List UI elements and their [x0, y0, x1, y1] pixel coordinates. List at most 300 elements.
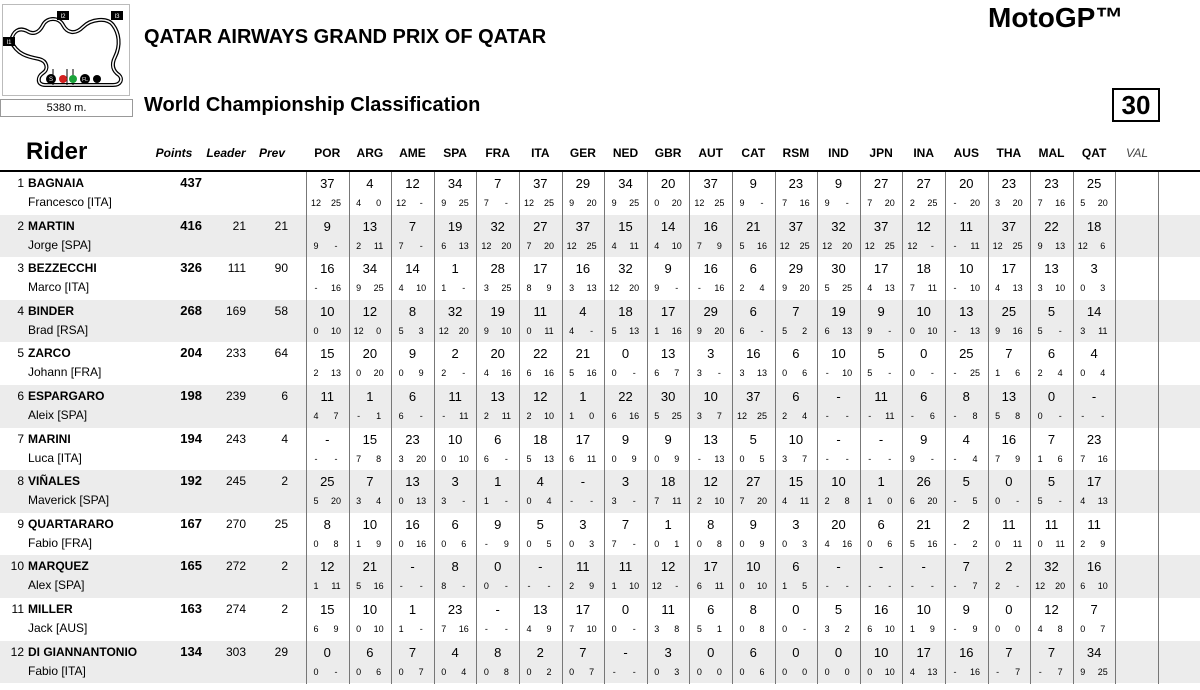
race-total-points: 34 [1086, 644, 1102, 660]
race-points: 16 [969, 666, 980, 677]
race-total-points: 3 [792, 516, 800, 532]
race-total-points: 11 [661, 602, 675, 617]
race-points: 25 [1012, 240, 1023, 251]
race-result-cell [306, 385, 349, 428]
sprint-points: 0 [739, 538, 745, 549]
rider-prev-gap: 25 [274, 516, 288, 531]
race-total-points: 25 [1001, 303, 1017, 319]
race-points: 25 [969, 368, 980, 379]
race-result-cell [860, 172, 903, 215]
sprint-points: 0 [739, 453, 745, 464]
race-result-cell [1030, 470, 1073, 513]
race-result-cell [988, 598, 1031, 641]
sprint-points: 4 [995, 283, 1001, 294]
table-row [0, 598, 1200, 641]
race-result-cell [604, 641, 647, 684]
race-total-points: 13 [1001, 389, 1017, 404]
race-points: 6 [887, 538, 893, 549]
race-result-cell [1030, 342, 1073, 385]
sprint-points: 5 [1037, 325, 1043, 336]
column-divider [902, 172, 903, 684]
race-total-points: 18 [660, 474, 676, 490]
race-total-points: 23 [405, 431, 420, 447]
sprint-points: 3 [654, 624, 660, 634]
race-total-points: 8 [323, 516, 331, 532]
race-result-cell [604, 470, 647, 513]
race-result-cell [604, 342, 647, 385]
sprint-points: 9 [1037, 240, 1043, 251]
sprint-points: 3 [483, 283, 489, 294]
column-divider [519, 172, 520, 684]
race-result-cell [988, 300, 1031, 343]
race-total-points: 32 [1044, 559, 1059, 575]
race-result-cell [647, 385, 690, 428]
race-points: 4 [759, 283, 765, 294]
sprint-points: 7 [696, 240, 702, 251]
race-total-points: 21 [746, 218, 761, 234]
sprint-points: 5 [909, 538, 915, 549]
race-result-cell [945, 470, 988, 513]
race-points: 16 [330, 283, 341, 294]
sprint-points: 6 [569, 453, 575, 464]
column-divider [1158, 172, 1159, 684]
race-total-points: 7 [366, 474, 374, 490]
race-points: 25 [586, 240, 597, 251]
sprint-points: 12 [481, 240, 492, 251]
race-total-points: 1 [579, 389, 587, 404]
race-total-points: 5 [749, 431, 757, 447]
race-total-points: 32 [618, 261, 633, 277]
race-result-cell [860, 555, 903, 598]
race-total-points: 22 [618, 389, 633, 404]
rider-position: 10 [10, 559, 24, 574]
race-result-cell [860, 428, 903, 471]
race-total-points: 2 [1005, 559, 1013, 575]
race-result-cell [945, 555, 988, 598]
race-total-points: 0 [1047, 389, 1056, 404]
table-row [0, 172, 1200, 215]
race-result-cell [476, 300, 519, 343]
race-points: 8 [674, 624, 680, 634]
race-total-points: 14 [660, 218, 676, 234]
race-points: 13 [1097, 496, 1108, 507]
series-logo: MotoGP™ [988, 2, 1124, 33]
race-points: 8 [333, 538, 339, 549]
sprint-points: 3 [569, 283, 575, 294]
race-points: - [590, 325, 594, 336]
sprint-points: 9 [441, 198, 447, 208]
race-points: 25 [629, 198, 640, 208]
race-total-points: 15 [618, 218, 633, 234]
race-points: - [888, 325, 892, 336]
race-points: 9 [503, 538, 509, 549]
sprint-points: 9 [909, 453, 915, 464]
rider-points: 437 [180, 175, 202, 190]
race-total-points: 10 [362, 602, 378, 617]
race-points: 25 [373, 283, 384, 294]
race-points: 16 [756, 240, 767, 251]
sprint-points: - [868, 581, 872, 592]
race-total-points: 2 [962, 516, 970, 532]
race-points: 7 [1100, 624, 1106, 634]
race-result-cell [519, 385, 562, 428]
rider-prev-gap: 29 [274, 644, 288, 659]
rider-leader-gap: 111 [227, 261, 246, 276]
race-points: 16 [458, 624, 469, 634]
race-total-points: 0 [1005, 602, 1013, 617]
sprint-points: 0 [995, 496, 1001, 507]
race-points: - [930, 453, 934, 464]
race-result-cell [349, 172, 392, 215]
race-total-points: 3 [707, 346, 715, 362]
table-row [0, 385, 1200, 428]
race-result-cell [945, 342, 988, 385]
race-points: 11 [885, 411, 895, 421]
table-row [0, 257, 1200, 300]
sprint-points: 3 [739, 368, 745, 379]
sprint-points: 12 [864, 240, 875, 251]
race-total-points: 23 [1001, 176, 1017, 191]
race-column-header: INA [913, 146, 935, 160]
race-total-points: 27 [746, 474, 761, 490]
race-points: - [675, 283, 679, 294]
sprint-points: 5 [654, 411, 660, 421]
sprint-points: 9 [654, 283, 660, 294]
race-points: - [419, 411, 423, 421]
race-total-points: 10 [703, 389, 718, 404]
sprint-points: 4 [909, 666, 915, 677]
sprint-points: 4 [654, 240, 660, 251]
race-total-points: - [410, 559, 415, 575]
race-points: - [632, 368, 636, 379]
race-result-cell [434, 300, 477, 343]
race-result-cell [689, 385, 732, 428]
race-points: 7 [1015, 666, 1021, 677]
race-total-points: 9 [323, 218, 331, 234]
table-header [0, 138, 1200, 170]
race-total-points: 11 [320, 389, 335, 404]
race-total-points: 4 [366, 176, 374, 191]
race-result-cell [945, 598, 988, 641]
race-result-cell [817, 555, 860, 598]
race-total-points: 3 [664, 644, 672, 660]
race-result-cell [732, 598, 775, 641]
rider-leader-gap: 274 [225, 602, 246, 616]
rider-first-name: Marco [ITA] [28, 280, 90, 295]
rider-first-name: Luca [ITA] [28, 450, 82, 465]
race-result-cell [1030, 215, 1073, 258]
sprint-points: 7 [611, 538, 617, 549]
sprint-points: 0 [398, 666, 404, 677]
sprint-points: 4 [398, 283, 404, 294]
rider-last-name: MARINI [28, 431, 71, 446]
race-points: 20 [969, 198, 980, 208]
race-result-cell [562, 385, 605, 428]
race-result-cell [945, 215, 988, 258]
race-points: 25 [884, 240, 895, 251]
rider-position: 8 [17, 474, 24, 489]
race-points: 20 [1097, 198, 1108, 208]
race-result-cell [775, 342, 818, 385]
race-result-cell [434, 257, 477, 300]
race-total-points: 3 [621, 474, 630, 490]
race-total-points: 8 [408, 303, 417, 319]
race-points: - [419, 581, 423, 592]
sprint-points: 6 [654, 368, 660, 379]
rider-last-name: BEZZECCHI [28, 261, 97, 276]
race-total-points: 3 [451, 474, 459, 490]
sprint-points: 12 [907, 240, 918, 251]
race-total-points: 23 [1086, 431, 1102, 447]
table-row [0, 342, 1200, 385]
race-points: 7 [333, 411, 339, 421]
race-points: 6 [1015, 368, 1021, 379]
sprint-points: 0 [739, 581, 745, 592]
race-total-points: 6 [707, 602, 715, 617]
race-result-cell [689, 172, 732, 215]
sprint-points: 0 [398, 496, 404, 507]
race-total-points: 10 [959, 261, 974, 277]
race-total-points: 10 [916, 303, 931, 319]
sprint-points: 7 [526, 240, 532, 251]
rider-last-name: MILLER [28, 602, 73, 616]
race-result-cell [349, 342, 392, 385]
race-points: - [547, 581, 551, 592]
sprint-points: 0 [1080, 368, 1086, 379]
race-result-cell [988, 555, 1031, 598]
race-total-points: 37 [703, 176, 718, 191]
sprint-points: - [868, 453, 872, 464]
sprint-points: 4 [356, 198, 362, 208]
sprint-points: 6 [867, 624, 873, 634]
race-result-cell [391, 470, 434, 513]
race-total-points: 15 [320, 602, 335, 617]
race-points: - [845, 198, 849, 208]
race-total-points: 16 [405, 516, 420, 532]
sprint-points: 1 [654, 325, 660, 336]
race-points: 20 [927, 496, 938, 507]
sprint-points: 4 [1080, 496, 1086, 507]
race-result-cell [519, 428, 562, 471]
race-points: 10 [671, 240, 682, 251]
race-result-cell [519, 555, 562, 598]
race-total-points: 20 [959, 176, 974, 191]
sprint-points: 0 [739, 666, 745, 677]
race-total-points: 9 [664, 261, 672, 277]
sprint-points: 7 [995, 453, 1001, 464]
race-points: 0 [844, 666, 850, 677]
race-result-cell [1073, 513, 1116, 556]
race-result-cell [902, 257, 945, 300]
race-result-cell [689, 555, 732, 598]
race-total-points: 3 [1090, 261, 1098, 277]
race-points: 20 [756, 496, 767, 507]
race-total-points: 19 [447, 218, 463, 234]
race-points: 3 [674, 666, 680, 677]
sprint-points: - [953, 624, 957, 634]
race-result-cell [860, 257, 903, 300]
sprint-points: 12 [310, 198, 321, 208]
race-total-points: 13 [959, 303, 974, 319]
race-points: 11 [1055, 538, 1065, 549]
table-row [0, 555, 1200, 598]
sprint-points: 8 [526, 283, 532, 294]
race-column-header: JPN [869, 146, 893, 160]
race-result-cell [817, 342, 860, 385]
sprint-points: 3 [441, 496, 447, 507]
sprint-points: 12 [651, 581, 662, 592]
sprint-points: - [570, 496, 574, 507]
race-total-points: 13 [1044, 261, 1059, 277]
race-total-points: 18 [533, 431, 548, 447]
race-points: 13 [1012, 283, 1023, 294]
race-points: 16 [1097, 453, 1108, 464]
race-points: 10 [927, 325, 938, 336]
race-total-points: 15 [788, 474, 804, 490]
race-total-points: - [836, 431, 841, 447]
race-result-cell [860, 300, 903, 343]
race-points: - [334, 453, 338, 464]
race-points: - [845, 453, 849, 464]
race-points: 9 [333, 624, 339, 634]
race-result-cell [604, 513, 647, 556]
race-result-cell [1073, 385, 1116, 428]
classification-table [0, 172, 1200, 684]
race-points: - [845, 411, 849, 421]
race-result-cell [604, 385, 647, 428]
race-result-cell [1030, 513, 1073, 556]
race-result-cell [817, 513, 860, 556]
race-result-cell [434, 555, 477, 598]
table-row [0, 428, 1200, 471]
race-result-cell [817, 385, 860, 428]
sprint-points: 7 [739, 496, 745, 507]
race-result-cell [391, 555, 434, 598]
race-points: 4 [461, 666, 467, 677]
race-column-header: ARG [356, 146, 384, 160]
rider-first-name: Brad [RSA] [28, 322, 89, 337]
race-result-cell [562, 257, 605, 300]
race-total-points: 11 [618, 559, 633, 575]
race-result-cell [476, 385, 519, 428]
race-result-cell [391, 172, 434, 215]
rider-last-name: MARTIN [28, 218, 75, 233]
race-result-cell [349, 513, 392, 556]
column-divider [988, 172, 989, 684]
race-points: 16 [629, 411, 640, 421]
race-points: 25 [501, 283, 512, 294]
rider-leader-gap: 243 [225, 431, 246, 446]
race-total-points: 7 [1047, 431, 1056, 447]
sprint-points: 2 [782, 411, 788, 421]
sprint-points: 1 [569, 411, 575, 421]
rider-first-name: Jorge [SPA] [28, 237, 92, 252]
sprint-points: 0 [1080, 624, 1086, 634]
race-total-points: 12 [916, 218, 931, 234]
sprint-points: 1 [1037, 453, 1043, 464]
race-points: 20 [373, 368, 384, 379]
race-result-cell [434, 428, 477, 471]
rider-position: 4 [17, 303, 24, 318]
race-total-points: 21 [575, 346, 591, 362]
sprint-points: - [953, 325, 957, 336]
race-result-cell [349, 470, 392, 513]
race-points: 5 [972, 496, 978, 507]
race-total-points: 2 [451, 346, 459, 362]
race-result-cell [519, 598, 562, 641]
race-result-cell [902, 385, 945, 428]
rider-last-name: VIÑALES [28, 474, 81, 489]
race-result-cell [519, 300, 562, 343]
race-points: 20 [671, 198, 682, 208]
sprint-points: 12 [694, 198, 705, 208]
sprint-points: 6 [824, 325, 830, 336]
race-total-points: 5 [834, 602, 843, 617]
rider-prev-gap: 4 [281, 431, 288, 446]
race-total-points: 12 [703, 474, 718, 490]
race-result-cell [732, 470, 775, 513]
race-points: 16 [373, 581, 384, 592]
race-result-cell [519, 172, 562, 215]
race-points: - [334, 240, 338, 251]
race-total-points: - [878, 431, 884, 447]
race-total-points: 3 [579, 516, 587, 532]
race-points: 25 [842, 283, 853, 294]
race-points: 20 [586, 198, 597, 208]
race-total-points: 17 [575, 431, 591, 447]
race-result-cell [306, 342, 349, 385]
race-result-cell [817, 257, 860, 300]
race-column-header: THA [996, 146, 1022, 160]
race-result-cell [604, 428, 647, 471]
race-result-cell [1073, 215, 1116, 258]
sprint-points: 9 [356, 283, 362, 294]
sprint-points: 9 [483, 325, 489, 336]
race-points: 6 [759, 666, 765, 677]
race-points: 16 [842, 538, 853, 549]
race-points: 13 [842, 325, 853, 336]
race-points: 20 [1012, 198, 1023, 208]
race-result-cell [732, 641, 775, 684]
track-length: 5380 m. [0, 99, 133, 117]
race-result-cell [306, 513, 349, 556]
sprint-points: 12 [566, 240, 577, 251]
sprint-points: 0 [867, 666, 873, 677]
race-points: 3 [589, 538, 595, 549]
race-result-cell [902, 342, 945, 385]
race-points: 7 [589, 666, 595, 677]
table-row [0, 641, 1200, 684]
sprint-points: 0 [611, 368, 617, 379]
race-points: 10 [416, 283, 427, 294]
points-column-header: Points [155, 146, 193, 160]
race-result-cell [391, 385, 434, 428]
sprint-points: 7 [1037, 198, 1043, 208]
race-result-cell [476, 428, 519, 471]
race-result-cell [689, 257, 732, 300]
race-total-points: 1 [366, 389, 374, 404]
race-result-cell [988, 342, 1031, 385]
sprint-points: - [825, 453, 829, 464]
race-total-points: 17 [873, 261, 889, 277]
race-result-cell [604, 555, 647, 598]
race-points: 6 [376, 666, 382, 677]
race-result-cell [775, 428, 818, 471]
race-total-points: 0 [621, 602, 630, 617]
race-points: 11 [714, 581, 725, 592]
race-points: 13 [927, 666, 938, 677]
race-result-cell [562, 555, 605, 598]
